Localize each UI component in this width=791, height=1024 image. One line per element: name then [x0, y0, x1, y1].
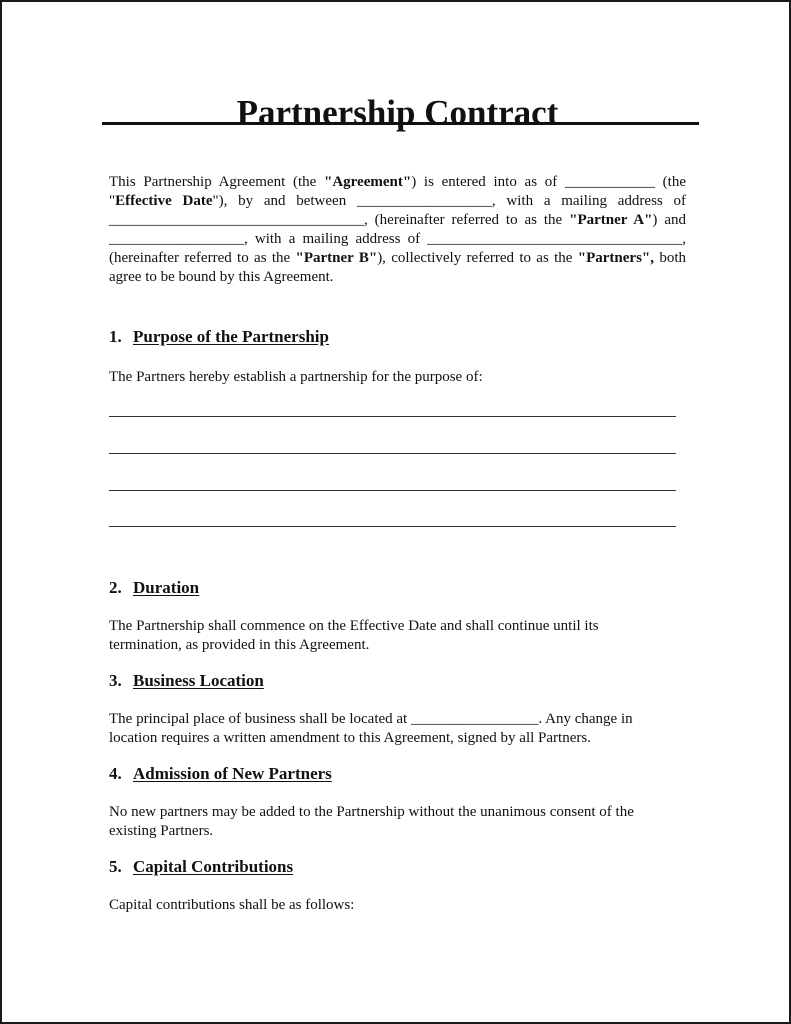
section-heading-duration: 2. Duration [109, 578, 200, 597]
intro-paragraph [109, 173, 686, 287]
section-body-purpose: The Partners hereby establish a partnership for the purpose of: [109, 369, 483, 385]
section-heading-purpose: 1. Purpose of the Partnership [109, 327, 329, 346]
intro-line-2: "Effective Date"), by and between __________________, with a mailing address of [109, 193, 686, 209]
intro-line-5: (hereinafter referred to as the "Partner B"), collectively referred to as the "Partners", both [109, 250, 686, 266]
section-body-business-location: The principal place of business shall be located at _________________. Any change in location requires a written amendment to this Agreement, signed by all Partners. [109, 711, 633, 746]
purpose-blank-line [109, 490, 676, 491]
section-heading-capital: 5. Capital Contributions [109, 857, 294, 876]
section-body-capital: Capital contributions shall be as follows: [109, 897, 355, 913]
intro-line-1: This Partnership Agreement (the "Agreement") is entered into as of ____________ (the [109, 174, 686, 190]
intro-line-6: agree to be bound by this Agreement. [109, 269, 334, 285]
document-title: Partnership Contract [236, 93, 559, 133]
purpose-blank-line [109, 453, 676, 454]
title-divider [102, 122, 699, 125]
intro-line-4: __________________, with a mailing address of __________________________________, [109, 231, 686, 247]
purpose-blank-line [109, 526, 676, 527]
section-body-duration: The Partnership shall commence on the Effective Date and shall continue until its termination, as provided in this Agreement. [109, 618, 599, 653]
purpose-blank-line [109, 416, 676, 417]
section-heading-admission: 4. Admission of New Partners [109, 764, 332, 783]
section-heading-business-location: 3. Business Location [109, 671, 264, 690]
section-body-admission: No new partners may be added to the Partnership without the unanimous consent of the existing Partners. [109, 804, 634, 839]
intro-line-3: __________________________________, (hereinafter referred to as the "Partner A") and [109, 212, 686, 228]
